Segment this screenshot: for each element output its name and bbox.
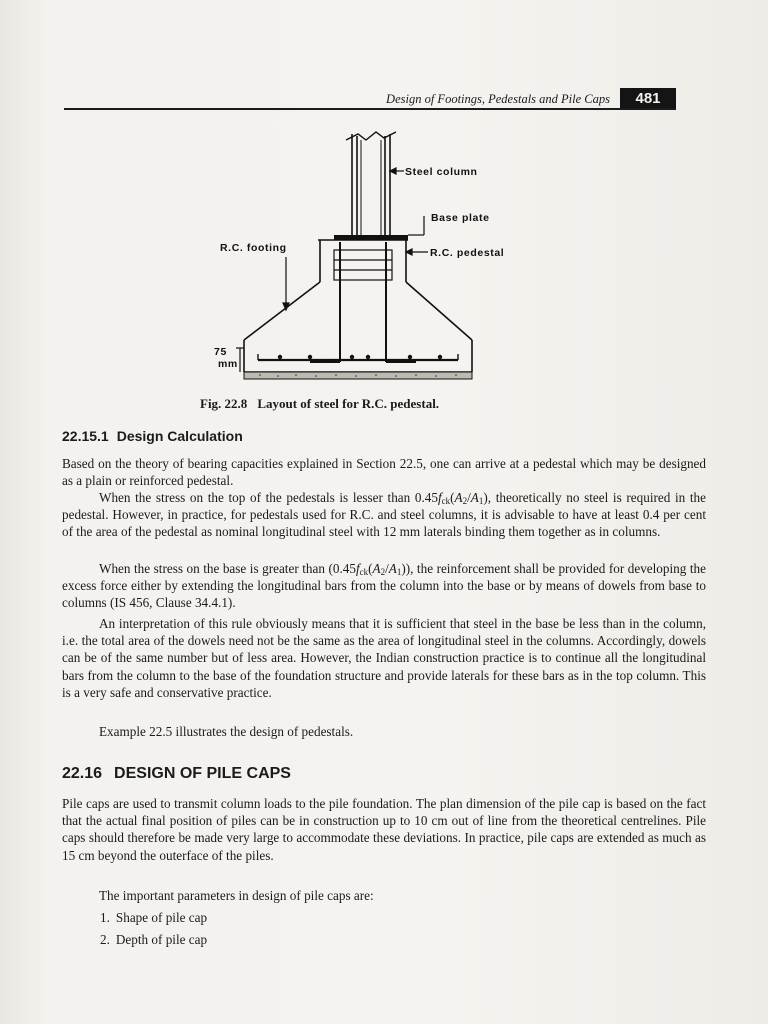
cover-value-label: 75 bbox=[214, 346, 227, 358]
cover-unit-label: mm bbox=[218, 358, 238, 370]
p3-two: 2 bbox=[380, 567, 386, 577]
pedestal-shape bbox=[318, 240, 408, 362]
list-item-number: 2. bbox=[100, 932, 110, 947]
footing-shape bbox=[244, 282, 472, 372]
p3-paren-close: ) bbox=[401, 561, 406, 576]
list-item-number: 1. bbox=[100, 910, 110, 925]
list-item-text: Shape of pile cap bbox=[115, 910, 208, 925]
rc-pedestal-label: R.C. pedestal bbox=[430, 247, 505, 259]
p2-ck: ck bbox=[441, 496, 451, 506]
list-item-text: Depth of pile cap bbox=[115, 932, 208, 947]
figure-22-8 bbox=[200, 122, 520, 392]
section-22-16-heading bbox=[62, 765, 291, 783]
p2-one: 1 bbox=[478, 496, 484, 506]
paragraph-3 bbox=[62, 560, 706, 612]
p3-a1: A bbox=[388, 561, 397, 576]
bar-dots bbox=[278, 355, 442, 359]
paragraph-2 bbox=[62, 489, 706, 541]
p3-rest: ), the reinforcement shall be provided for developing the excess force either by extending the longitudinal bars from the column into the base or by means of dowels from base to columns (IS 456, Clause 34.4.1). bbox=[62, 561, 706, 611]
figure-caption bbox=[200, 396, 580, 412]
p2-a1: A bbox=[470, 490, 479, 505]
p2-two: 2 bbox=[462, 496, 468, 506]
p3-ck: ck bbox=[359, 567, 369, 577]
header-rule bbox=[64, 108, 676, 110]
p2-a2: A bbox=[454, 490, 463, 505]
paragraph-1: Based on the theory of bearing capacities explained in Section 22.5, one can arrive at a pedestal which may be designed as a plain or reinforced pedestal. bbox=[62, 456, 706, 489]
p3-a2: A bbox=[372, 561, 381, 576]
caption-number: Fig. 22.8 bbox=[200, 396, 248, 411]
section-22-15-1-heading bbox=[62, 428, 243, 444]
page-number: 481 bbox=[620, 88, 676, 110]
p2-slash: / bbox=[467, 490, 471, 505]
p2-lead: When the stress on the top of the pedestals is lesser than 0.45 bbox=[99, 490, 438, 505]
caption-text: Layout of steel for R.C. pedestal. bbox=[257, 396, 440, 411]
pedestal-drawing bbox=[200, 122, 520, 392]
steel-column-shape bbox=[346, 132, 396, 238]
base-plate-label: Base plate bbox=[431, 212, 490, 224]
list-item bbox=[100, 932, 207, 948]
paragraph-5: Example 22.5 illustrates the design of pedestals. bbox=[99, 724, 354, 739]
section-title: Design Calculation bbox=[116, 428, 243, 444]
paragraph-7: The important parameters in design of pile caps are: bbox=[99, 888, 374, 903]
running-title: Design of Footings, Pedestals and Pile Caps bbox=[386, 92, 610, 106]
paragraph-6: Pile caps are used to transmit column loads to the pile foundation. The plan dimension of the pile cap is based on the fact that the actual final position of piles can be in construction up to 10 cm out of line from the theoretical centrelines. Pile caps should therefore be made very large to accommodate these deviations. In practice, pile caps are extended as much as 15 cm beyond the outerface of the piles. bbox=[62, 796, 706, 863]
p3-f: f bbox=[355, 561, 360, 576]
p2-paren-open: ( bbox=[450, 490, 455, 505]
section-number: 22.15.1 bbox=[62, 428, 109, 444]
paragraph-4: An interpretation of this rule obviously means that it is sufficient that steel in the base be less than in the column, i.e. the total area of the dowels need not be the same as the area of longitudinal steel in the columns. Accordingly, dowels can be of the same number but of less area. However, the Indian construction practice is to continue all the longitudinal bars from the column to the base of the foundation structure and provide laterals for these bars as in the top column. This is a very safe and conservative practice. bbox=[62, 616, 706, 700]
page-header bbox=[64, 88, 676, 112]
section-number: 22.16 bbox=[62, 765, 103, 782]
p3-one: 1 bbox=[396, 567, 402, 577]
p2-paren-close: ) bbox=[483, 490, 488, 505]
section-title: DESIGN OF PILE CAPS bbox=[114, 765, 291, 782]
list-item bbox=[100, 910, 207, 926]
p2-rest: , theoretically no steel is required in the pedestal. However, in practice, for pedestals used for R.C. and steel columns, it is advisable to have at least 0.4 per cent of the area of the pedestal as nominal longitudinal steel with 12 mm laterals binding them together as in columns. bbox=[62, 490, 706, 540]
steel-column-label: Steel column bbox=[405, 166, 478, 178]
p3-paren-open: ( bbox=[368, 561, 373, 576]
p3-lead: When the stress on the base is greater than (0.45 bbox=[99, 561, 356, 576]
p3-slash: / bbox=[385, 561, 389, 576]
p2-f: f bbox=[437, 490, 442, 505]
rc-footing-label: R.C. footing bbox=[220, 242, 287, 254]
